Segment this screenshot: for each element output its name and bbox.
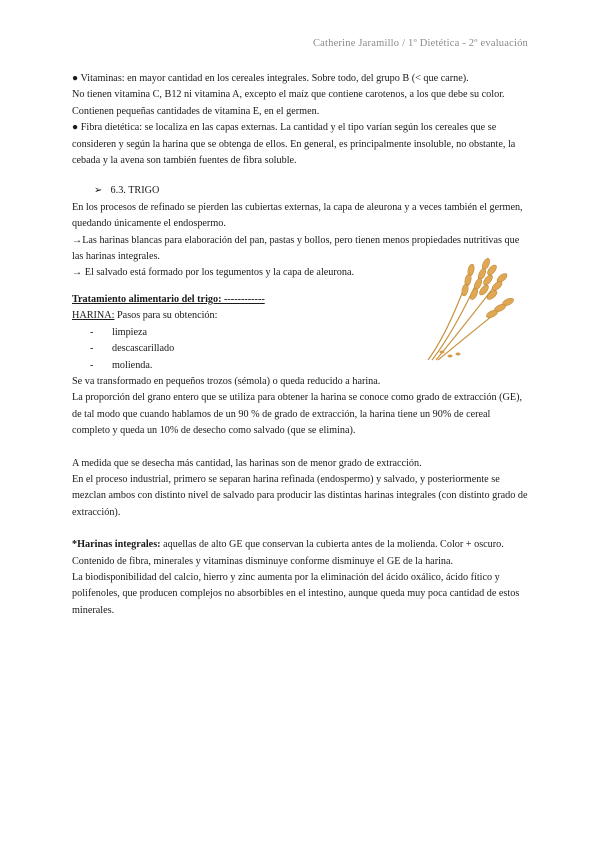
- dash-bullet: -: [90, 359, 94, 371]
- section-heading: [72, 183, 528, 199]
- wheat-illustration: [402, 248, 520, 364]
- integrales-label: *Harinas integrales:: [72, 539, 161, 551]
- integrales-paragraph: [72, 537, 528, 570]
- salvado-paragraph: → El salvado está formado por los tegumentos y la capa de aleurona.: [72, 267, 355, 279]
- list-item: - limpieza: [90, 325, 528, 341]
- menor-grado-paragraph: A medida que se desecha más cantidad, las harinas son de menor grado de extracción.: [72, 457, 422, 469]
- list-item: - descascarillado: [90, 341, 528, 357]
- tratamiento-heading: Tratamiento alimentario del trigo: ------------: [72, 293, 265, 305]
- vitaminas-detail-paragraph: No tienen vitamina C, B12 ni vitamina A, excepto el maíz que contiene carotenos, a los que debe su color. Contienen pequeñas cantidades de vitamina E, en el germen.: [72, 89, 505, 117]
- harina-text: Pasos para su obtención:: [114, 310, 218, 322]
- dash-bullet: -: [90, 343, 94, 355]
- section-title: 6.3. TRIGO: [110, 185, 160, 197]
- refinado-paragraph: En los procesos de refinado se pierden las cubiertas externas, la capa de aleurona y a veces también el germen, quedando únicamente el endospermo.: [72, 201, 523, 230]
- proceso-industrial-paragraph: En el proceso industrial, primero se separan harina refinada (endospermo) y salvado, y posteriormente se mezclan ambos con distinto nivel de salvado para producir las distintas harinas integrales (con distinto grado de extracción).: [72, 473, 528, 518]
- dash-bullet: -: [90, 326, 94, 338]
- biodisponibilidad-paragraph: La biodisponibilidad del calcio, hierro y zinc aumenta por la eliminación del ácido oxálico, ácido fítico y polifenoles, que producen complejos no absorbibles en el intestino, aunque queda muy poca cantidad de estos minerales.: [72, 571, 520, 616]
- extraccion-paragraph: La proporción del grano entero que se utiliza para obtener la harina se conoce como grado de extracción (GE), de tal modo que cuando hablamos de un 90 % de grado de extracción, la harina tiene un 90% de cereal completo y queda un 10% de desecho como salvado (que se elimina).: [72, 392, 523, 437]
- list-item: - molienda.: [90, 358, 528, 374]
- page-header: Catherine Jaramillo / 1º Dietética - 2º evaluación: [312, 38, 528, 49]
- harinas-blancas-paragraph: →Las harinas blancas para elaboración del pan, pastas y bollos, pero tienen menos propiedades nutritivas que las harinas integrales.: [72, 234, 520, 263]
- semola-paragraph: Se va transformado en pequeños trozos (sémola) o queda reducido a harina.: [72, 375, 381, 387]
- integrales-text: aquellas de alto GE que conservan la cubierta antes de la molienda. Color + oscuro. Contenido de fibra, minerales y vitaminas disminuye conforme disminuye el GE de la harina.: [72, 539, 504, 567]
- vitaminas-paragraph: ● Vitaminas: en mayor cantidad en los cereales integrales. Sobre todo, del grupo B (< que carne).: [72, 73, 469, 84]
- arrow-bullet-icon: ➢: [94, 185, 103, 197]
- harina-label: HARINA:: [72, 310, 115, 322]
- fibra-paragraph: ● Fibra dietética: se localiza en las capas externas. La cantidad y el tipo varían según los cereales que se consideren y según la harina que se obtenga de ellos. En general, es principalmente insoluble, no obstante, la cebada y la avena son también fuentes de fibra soluble.: [72, 122, 516, 167]
